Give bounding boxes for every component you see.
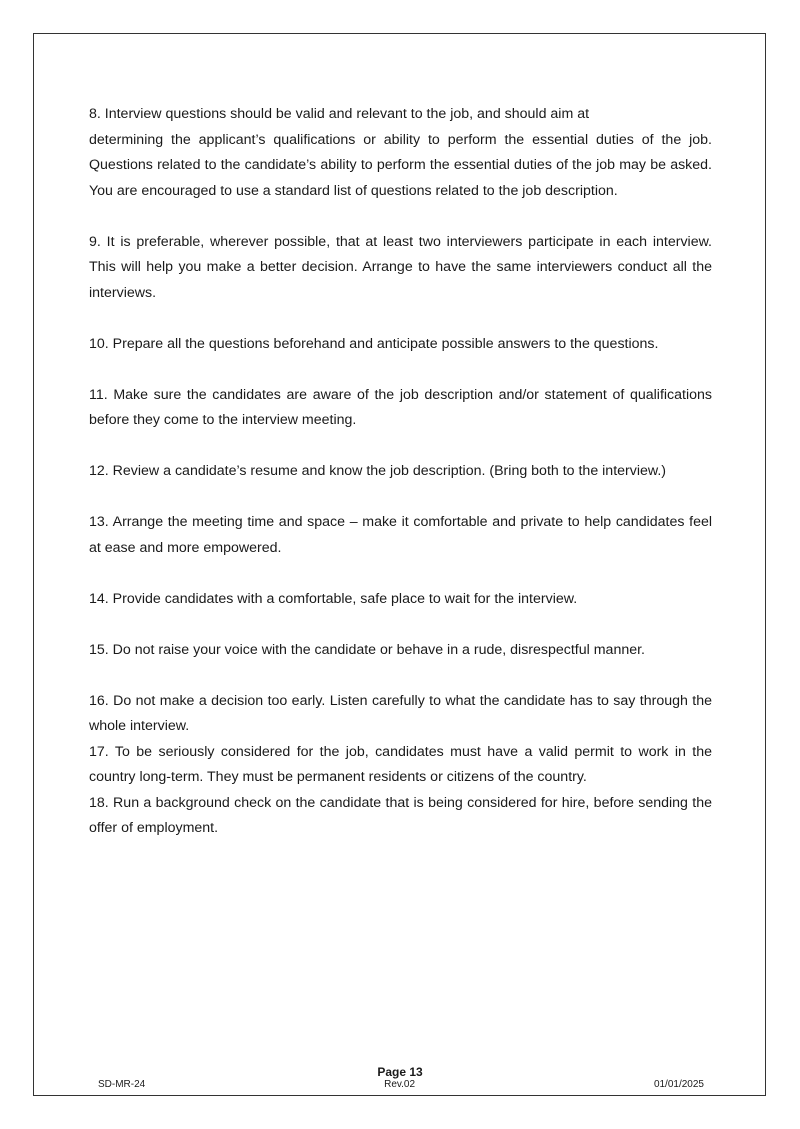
item-16: 16. Do not make a decision too early. Listen carefully to what the candidate has to say through the whole interview. [89, 692, 712, 734]
item-8-line-1: 8. Interview questions should be valid and relevant to the job, and should aim at [89, 106, 590, 122]
item-17: 17. To be seriously considered for the job, candidates must have a valid permit to work in the country long-term. They must be permanent residents or citizens of the country. [89, 743, 712, 785]
doc-code: SD-MR-24 [98, 1079, 146, 1090]
document-body [89, 102, 712, 842]
item-9: 9. It is preferable, wherever possible, that at least two interviewers participate in each interview. This will help you make a better decision. Arrange to have the same interviewers conduct all the interviews. [89, 233, 712, 301]
footer [98, 1079, 704, 1090]
item-10: 10. Prepare all the questions beforehand and anticipate possible answers to the questions. [89, 335, 659, 352]
doc-date: 01/01/2025 [653, 1079, 704, 1090]
item-8-line-2: determining the applicant’s qualifications or ability to perform the essential duties of the job. Questions related to the candidate’s ability to perform the essential duties of the job may be asked. You are encouraged to use a standard list of questions related to the job description. [89, 131, 712, 199]
item-14: 14. Provide candidates with a comfortable, safe place to wait for the interview. [89, 590, 578, 607]
item-13: 13. Arrange the meeting time and space – make it comfortable and private to help candidates feel at ease and more empowered. [89, 514, 712, 556]
item-12: 12. Review a candidate’s resume and know the job description. (Bring both to the interview.) [89, 463, 667, 479]
revision: Rev.02 [384, 1079, 416, 1090]
item-11: 11. Make sure the candidates are aware of the job description and/or statement of qualifications before they come to the interview meeting. [89, 386, 712, 428]
item-15: 15. Do not raise your voice with the candidate or behave in a rude, disrespectful manner. [89, 641, 645, 658]
page-number: Page 13 [377, 1065, 423, 1079]
item-18: 18. Run a background check on the candidate that is being considered for hire, before sending the offer of employment. [89, 794, 712, 836]
